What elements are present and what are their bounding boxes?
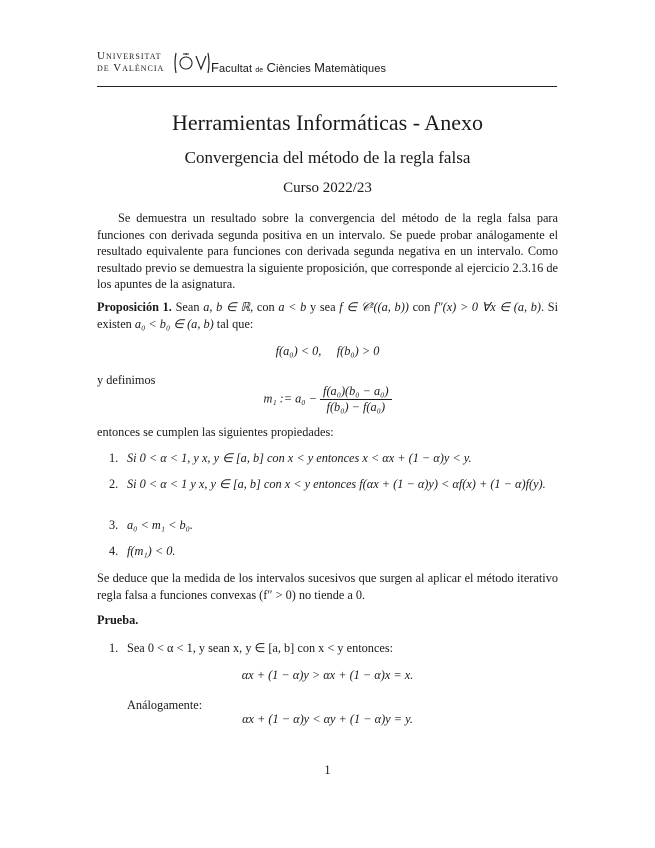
- prop-text-f: tal que:: [216, 316, 254, 331]
- prop-text-c: y sea: [310, 300, 336, 314]
- analog-text: Análogamente:: [127, 698, 203, 712]
- item-text: Si 0 < α < 1, y x, y ∈ [a, b] con x < y entonces x < αx + (1 − α)y < y.: [127, 451, 472, 465]
- proof-label: Prueba.: [97, 613, 139, 627]
- m1-fraction: [320, 384, 392, 415]
- prop-text-b: con: [256, 300, 275, 314]
- m1-numerator: f(a₀)(b₀ − a₀): [320, 384, 392, 400]
- item-text: Si 0 < α < 1 y x, y ∈ [a, b] con x < y entonces f(αx + (1 − α)y) < αf(x) + (1 − α)f(y).: [127, 477, 546, 491]
- math-ab-in-r: a, b ∈ ℝ,: [203, 300, 254, 314]
- faculty-word-atematiques: atemàtiques: [325, 63, 387, 75]
- item-text: Sea 0 < α < 1, y sean x, y ∈ [a, b] con x < y entonces:: [127, 641, 394, 655]
- faculty-word-acultat: acultat: [219, 63, 253, 75]
- math-forall: ∀x ∈ (a, b): [481, 300, 542, 314]
- conclusion-paragraph: Se deduce que la medida de los intervalos sucesivos que surgen al aplicar el método iterativo regla falsa a funciones convexas (f″ > 0) no tiende a 0.: [97, 571, 558, 602]
- proof-item-1: [109, 640, 558, 657]
- prop-text-a: Sean: [175, 300, 200, 314]
- faculty-name: [211, 60, 386, 75]
- condition-2: f(b₀) > 0: [336, 344, 380, 358]
- condition-1: f(a₀) < 0,: [275, 344, 322, 358]
- item-text: a₀ < m₁ < b₀.: [127, 518, 193, 532]
- page-number: 1: [324, 763, 331, 777]
- proposition-statement: [97, 299, 558, 332]
- m1-lhs: m₁ := a₀ −: [263, 391, 317, 406]
- property-item-4: [109, 543, 558, 560]
- document-title: Herramientas Informáticas - Anexo: [172, 110, 483, 135]
- item-number: 4.: [109, 544, 119, 558]
- m1-denominator: f(b₀) − f(a₀): [326, 400, 386, 414]
- university-emblem-icon: [174, 51, 210, 75]
- university-name-line1: Universitat: [97, 50, 162, 62]
- faculty-initial-c: C: [266, 60, 276, 75]
- property-item-2: [109, 476, 558, 493]
- math-fpp-pos: f″(x) > 0: [434, 300, 479, 314]
- prop-text-e: . Si existen: [97, 300, 559, 331]
- conditions-equation: [97, 344, 558, 359]
- math-a0-b0: a₀ < b₀ ∈ (a, b): [134, 316, 214, 331]
- faculty-word-iencies: iències: [275, 63, 311, 75]
- property-item-3: [109, 517, 558, 534]
- item-number: 3.: [109, 518, 119, 532]
- item-number: 2.: [109, 477, 119, 491]
- item-number: 1.: [109, 451, 119, 465]
- math-a-lt-b: a < b: [278, 300, 307, 314]
- prop-text-d: con: [412, 300, 431, 314]
- course-label: Curso 2022/23: [283, 180, 372, 196]
- item-number: 1.: [109, 641, 119, 655]
- m1-definition-equation: [97, 384, 558, 415]
- proposition-label: Proposición 1.: [97, 300, 172, 314]
- header-divider: [97, 86, 557, 87]
- item-text: f(m₁) < 0.: [127, 544, 176, 558]
- abstract-paragraph: Se demuestra un resultado sobre la convergencia del método de la regla falsa para funciones con derivada segunda positiva en un intervalo. Se puede probar análogamente el resultado equivalente para funciones con derivada segunda negativa en un intervalo. Como resultado previo se demuestra la siguiente proposición, que corresponde al ejercicio 2.3.16 de los apuntes de la asignatura.: [97, 211, 558, 292]
- proof-equation-2: αx + (1 − α)y < αy + (1 − α)y = y.: [242, 712, 413, 726]
- university-logo-text: [97, 50, 164, 74]
- page-header: [97, 50, 557, 86]
- define-text: y definimos: [97, 373, 156, 387]
- property-item-1: [109, 450, 558, 467]
- faculty-initial-f: F: [211, 60, 220, 75]
- math-f-in-c2: f ∈ 𝒞²((a, b)): [339, 300, 409, 314]
- faculty-initial-m: M: [314, 60, 326, 75]
- properties-intro: entonces se cumplen las siguientes propiedades:: [97, 425, 334, 439]
- document-subtitle: Convergencia del método de la regla falsa: [184, 148, 471, 167]
- university-name-line2: de València: [97, 62, 165, 74]
- faculty-word-de: de: [255, 67, 264, 74]
- proof-equation-1: αx + (1 − α)y > αx + (1 − α)x = x.: [241, 668, 414, 682]
